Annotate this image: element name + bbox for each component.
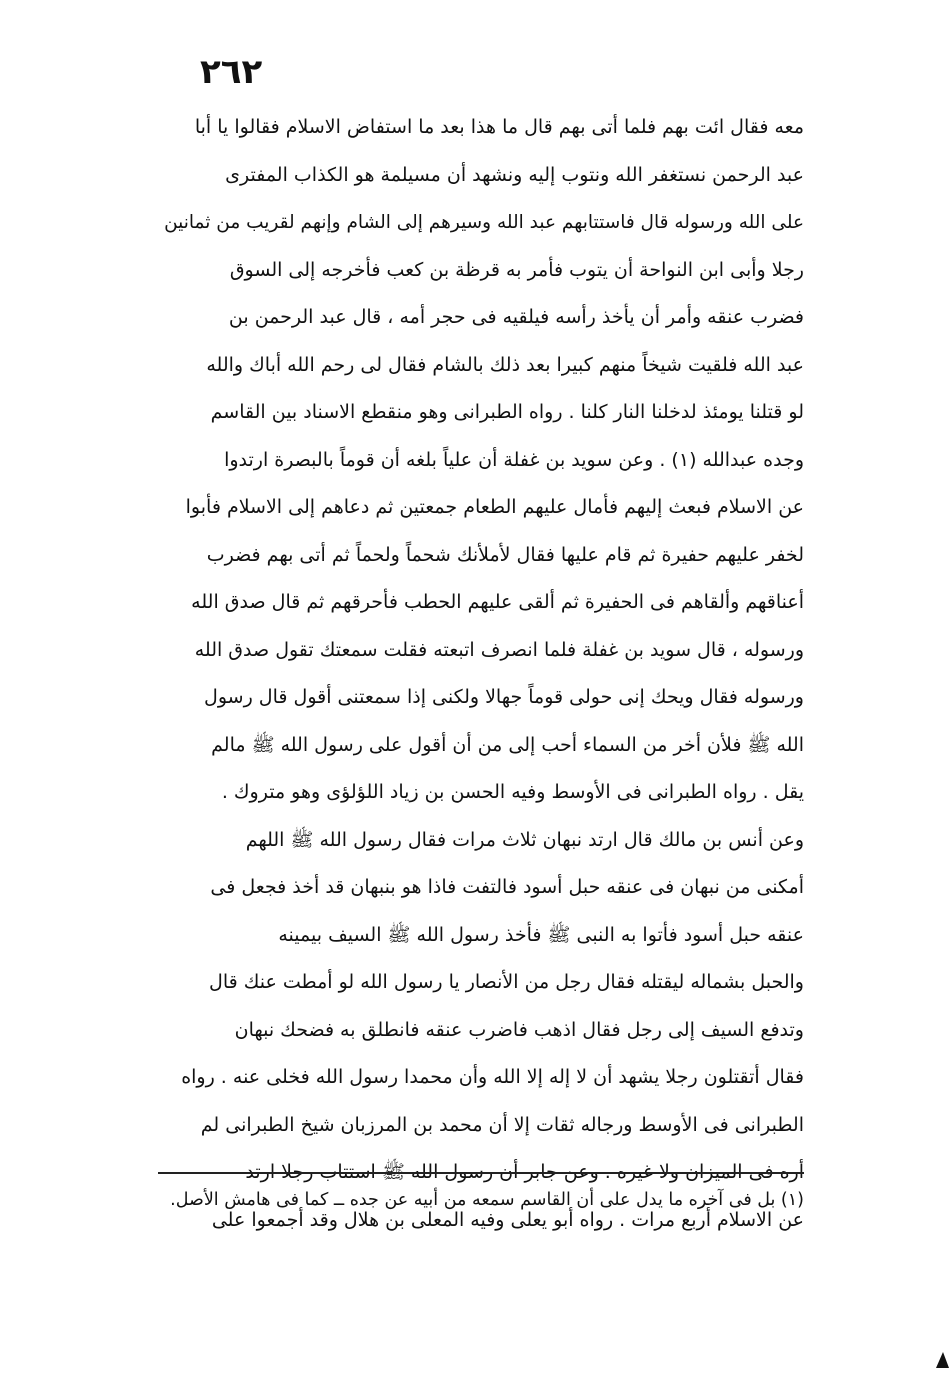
text-line-9: عن الاسلام فبعث إليهم فأمال عليهم الطعام جمعتين ثم دعاهم إلى الاسلام فأبوا bbox=[185, 496, 804, 518]
text-line-13: ورسوله فقال ويحك إنى حولى قوماً جهالا ولكنى إذا سمعتنى أقول قال رسول bbox=[204, 686, 804, 708]
text-line-20: وتدفع السيف إلى رجل فقال اذهب فاضرب عنقه فانطلق به فضحك نبهان bbox=[234, 1018, 804, 1041]
footnote-divider bbox=[158, 1172, 804, 1174]
text-line-12: ورسوله ، قال سويد بن غفلة فلما انصرف اتبعته فقلت سمعتك تقول صدق الله bbox=[194, 638, 804, 661]
text-line-19: والحبل بشماله ليقتله فقال رجل من الأنصار يا رسول الله لو أمطت عنك قال bbox=[209, 971, 804, 993]
text-line-17: أمكنى من نبهان فى عنقه حبل أسود فالتفت فاذا هو بنبهان قد أخذ فجعل فى bbox=[210, 876, 804, 898]
footnote: (١) بل فى آخره ما يدل على أن القاسم سمعه من أبيه عن جده ــ كما فى هامش الأصل. bbox=[170, 1190, 804, 1210]
text-line-11: أعناقهم وألقاهم فى الحفيرة ثم ألقى عليهم الحطب فأحرقهم ثم قال صدق الله bbox=[191, 591, 804, 613]
text-line-3: على الله ورسوله قال فاستتابهم عبد الله وسيرهم إلى الشام وإنهم لقريب من ثمانين bbox=[164, 212, 804, 233]
text-line-6: عبد الله فلقيت شيخاً منهم كبيرا بعد ذلك بالشام فقال لى رحم الله أباك والله bbox=[206, 353, 804, 376]
text-line-22: الطبرانى فى الأوسط ورجاله ثقات إلا أن محمد بن المرزبان شيخ الطبرانى لم bbox=[200, 1113, 804, 1136]
page-corner-mark bbox=[936, 1352, 949, 1368]
page-number: ٢٦٢ bbox=[200, 52, 263, 92]
text-line-16: وعن أنس بن مالك قال ارتد نبهان ثلاث مرات فقال رسول الله ﷺ اللهم bbox=[245, 828, 804, 851]
text-line-2: عبد الرحمن نستغفر الله ونتوب إليه ونشهد أن مسيلمة هو الكذاب المفترى bbox=[225, 163, 804, 186]
text-line-23: أره فى الميزان ولا غيره . وعن جابر أن رسول الله ﷺ استتاب رجلا ارتد bbox=[245, 1161, 804, 1183]
text-line-7: لو قتلنا يومئذ لدخلنا النار كلنا . رواه الطبرانى وهو منقطع الاسناد بين القاسم bbox=[210, 401, 804, 423]
text-line-18: عنقه حبل أسود فأتوا به النبى ﷺ فأخذ رسول الله ﷺ السيف بيمينه bbox=[278, 923, 804, 946]
main-text-block bbox=[158, 104, 804, 1244]
text-line-14: الله ﷺ فلأن أخر من السماء أحب إلى من أن أقول على رسول الله ﷺ مالم bbox=[211, 733, 804, 756]
text-line-8: وجده عبدالله (١) . وعن سويد بن غفلة أن علياً بلغه أن قوماً بالبصرة ارتدوا bbox=[224, 448, 804, 471]
text-line-21: فقال أتقتلون رجلا يشهد أن لا إله إلا الله وأن محمدا رسول الله فخلى عنه . رواه bbox=[181, 1066, 804, 1088]
text-line-10: لخفر عليهم حفيرة ثم قام عليها فقال لأملأنك شحماً ولحماً ثم أتى بهم فضرب bbox=[206, 543, 804, 566]
text-line-4: رجلا وأبى ابن النواحة أن يتوب فأمر به قرظة بن كعب فأخرجه إلى السوق bbox=[229, 258, 804, 281]
text-line-5: فضرب عنقه وأمر أن يأخذ رأسه فيلقيه فى حجر أمه ، قال عبد الرحمن بن bbox=[228, 306, 804, 328]
text-line-1: معه فقال ائت بهم فلما أتى بهم قال ما هذا بعد ما استفاض الاسلام فقالوا يا أبا bbox=[194, 116, 804, 138]
text-line-15: يقل . رواه الطبرانى فى الأوسط وفيه الحسن بن زياد اللؤلؤى وهو متروك . bbox=[221, 781, 804, 803]
text-line-24: عن الاسلام أربع مرات . رواه أبو يعلى وفيه المعلى بن هلال وقد أجمعوا على bbox=[211, 1208, 804, 1231]
